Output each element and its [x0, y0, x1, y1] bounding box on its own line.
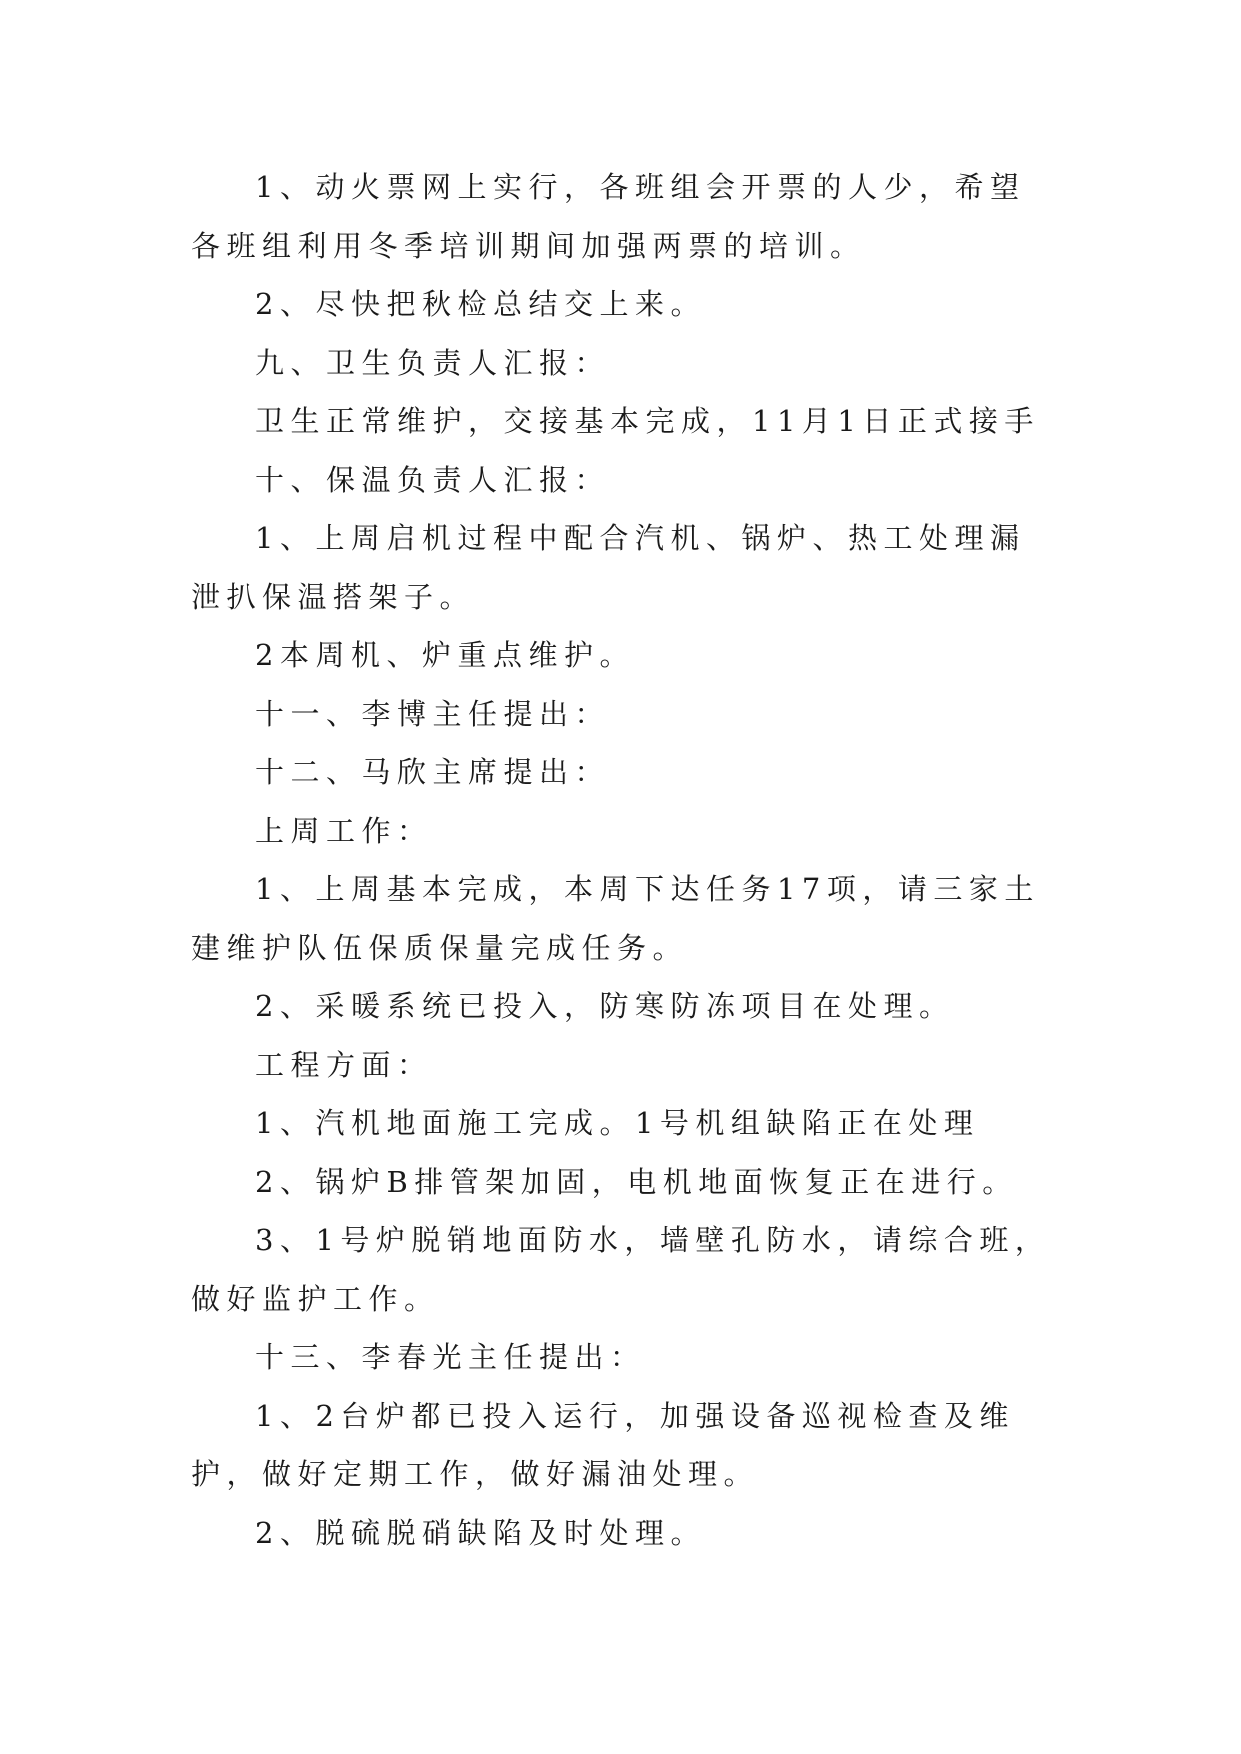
paragraph: 2、脱硫脱硝缺陷及时处理。 [255, 1515, 706, 1550]
section-heading: 十、保温负责人汇报： [255, 462, 611, 497]
paragraph: 3、1号炉脱销地面防水，墙壁孔防水，请综合班，做好监护工作。 [191, 1223, 1051, 1316]
paragraph: 1、汽机地面施工完成。1号机组缺陷正在处理 [255, 1106, 980, 1140]
section-heading: 十三、李春光主任提出： [255, 1340, 646, 1374]
paragraph: 2、采暖系统已投入，防寒防冻项目在处理。 [255, 989, 955, 1023]
paragraph: 1、上周基本完成，本周下达任务17项，请三家土建维护队伍保质保量完成任务。 [191, 872, 1040, 965]
subsection-heading: 上周工作： [255, 813, 433, 848]
section-heading: 九、卫生负责人汇报： [255, 345, 611, 380]
paragraph: 卫生正常维护，交接基本完成，11月1日正式接手 [255, 404, 1040, 438]
section-heading: 十一、李博主任提出： [255, 696, 611, 731]
section-heading: 十二、马欣主席提出： [255, 755, 611, 789]
paragraph: 2本周机、炉重点维护。 [255, 638, 635, 672]
subsection-heading: 工程方面： [255, 1047, 433, 1082]
paragraph: 1、上周启机过程中配合汽机、锅炉、热工处理漏泄扒保温搭架子。 [191, 521, 1026, 614]
paragraph: 2、尽快把秋检总结交上来。 [255, 287, 706, 321]
paragraph: 1、动火票网上实行，各班组会开票的人少，希望各班组利用冬季培训期间加强两票的培训。 [191, 170, 1026, 263]
document-body [191, 158, 1051, 1562]
paragraph: 1、2台炉都已投入运行，加强设备巡视检查及维护，做好定期工作，做好漏油处理。 [191, 1398, 1015, 1491]
paragraph: 2、锅炉B排管架加固，电机地面恢复正在进行。 [255, 1164, 1018, 1199]
